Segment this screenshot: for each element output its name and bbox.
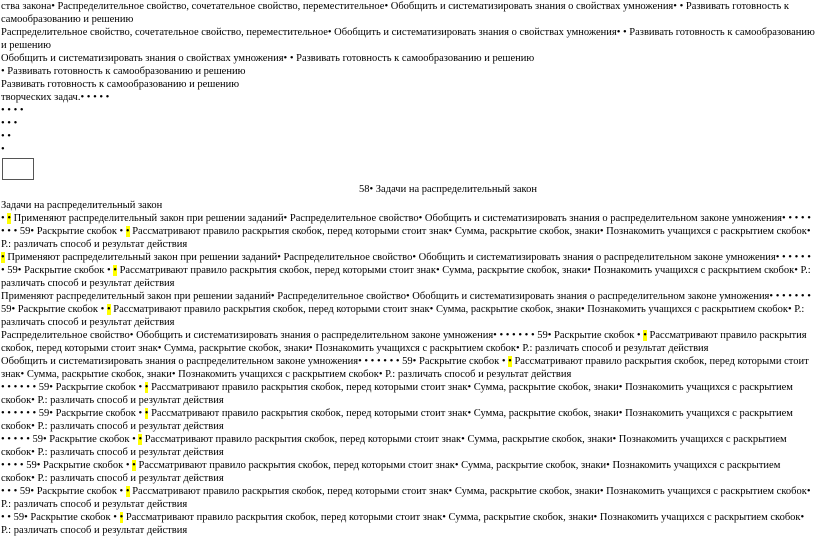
highlighted-bullet: • — [125, 486, 130, 497]
highlighted-bullet: • — [144, 408, 149, 419]
paragraph-text: Рассматривают правило раскрытия скобок, перед которыми стоит знак• Сумма, раскрытие скобок, знаки• Познакомить учащихся с раскрытием скобок• Р.: различать способ и результат действия — [1, 330, 807, 354]
paragraph-text: Рассматривают правило раскрытия скобок, перед которыми стоит знак• Сумма, раскрытие скобок, знаки• Познакомить учащихся с раскрытием скобок• Р.: различать способ и результат действия — [1, 382, 793, 406]
highlighted-bullet: • — [144, 382, 149, 393]
paragraph-text: Применяют распределительный закон при решении заданий• Распределительное свойство• Обобщить и систематизировать знания о распределительном законе умножения• • • • • • • • 59• Раскрытие скобок • — [1, 213, 811, 237]
paragraph-text: Рассматривают правило раскрытия скобок, перед которыми стоит знак• Сумма, раскрытие скобок, знаки• Познакомить учащихся с раскрытием скобок• Р.: различать способ и результат действия — [1, 265, 811, 289]
highlighted-bullet: • — [1, 252, 5, 263]
lesson-paragraph — [1, 290, 815, 329]
lesson-paragraph — [1, 459, 815, 485]
highlighted-bullet: • — [643, 330, 647, 341]
text-line: • • • • — [1, 105, 24, 116]
paragraph-text: Применяют распределительный закон при решении заданий• Распределительное свойство• Обобщить и систематизировать знания о распределительном законе умножения• • • • • • • 59• Раскрытие скобок • — [1, 252, 811, 276]
highlighted-bullet: • — [7, 213, 11, 224]
lesson-paragraph — [1, 381, 815, 407]
paragraph-text: Обобщить и систематизировать знания о распределительном законе умножения• • • • • • • 59• Раскрытие скобок • — [1, 356, 509, 367]
paragraph-text: Рассматривают правило раскрытия скобок, перед которыми стоит знак• Сумма, раскрытие скобок, знаки• Познакомить учащихся с раскрытием скобок• Р.: различать способ и результат действия — [1, 434, 787, 458]
paragraph-text: Рассматривают правило раскрытия скобок, перед которыми стоит знак• Сумма, раскрытие скобок, знаки• Познакомить учащихся с раскрытием скобок• Р.: различать способ и результат действия — [1, 486, 811, 510]
text-line: Развивать готовность к самообразованию и решению — [1, 79, 240, 90]
text-line: Обобщить и систематизировать знания о свойствах умножения• • Развивать готовность к самообразованию и решению — [1, 53, 535, 64]
lesson-paragraph — [1, 485, 815, 511]
text-line: творческих задач.• • • • • — [1, 92, 110, 103]
paragraph-text: • • • • 59• Раскрытие скобок • — [1, 460, 133, 471]
paragraph-text: Рассматривают правило раскрытия скобок, перед которыми стоит знак• Сумма, раскрытие скобок, знаки• Познакомить учащихся с раскрытием скобок• Р.: различать способ и результат действия — [1, 226, 811, 250]
lesson-paragraph — [1, 355, 815, 381]
highlighted-bullet: • — [508, 356, 512, 367]
paragraph-text: Применяют распределительный закон при решении заданий• Распределительное свойство• Обобщить и систематизировать знания о распределительном законе умножения• • • • • • • 59• Раскрытие скобок • — [1, 291, 811, 315]
highlighted-bullet: • — [119, 512, 124, 523]
text-line: • • • — [1, 118, 18, 129]
lesson-paragraph — [1, 433, 815, 459]
paragraph-text: Рассматривают правило раскрытия скобок, перед которыми стоит знак• Сумма, раскрытие скобок, знаки• Познакомить учащихся с раскрытием скобок• Р.: различать способ и результат действия — [1, 460, 781, 484]
highlighted-bullet: • — [113, 265, 117, 276]
text-line: • Развивать готовность к самообразованию и решению — [1, 66, 246, 77]
text-line: • • — [1, 131, 11, 142]
section-heading: Задачи на распределительный закон — [1, 200, 163, 211]
text-line: • — [1, 144, 5, 155]
paragraph-text: • • • 59• Раскрытие скобок • — [1, 486, 126, 497]
slide-title: 58• Задачи на распределительный закон — [359, 184, 537, 195]
paragraph-text: • • 59• Раскрытие скобок • — [1, 512, 120, 523]
lesson-paragraph — [1, 407, 815, 433]
lesson-blocks — [1, 212, 815, 537]
paragraph-text: Рассматривают правило раскрытия скобок, перед которыми стоит знак• Сумма, раскрытие скобок, знаки• Познакомить учащихся с раскрытием скобок• Р.: различать способ и результат действия — [1, 512, 805, 536]
highlighted-bullet: • — [106, 304, 111, 315]
paragraph-text: • • • • • • 59• Раскрытие скобок • — [1, 408, 145, 419]
lesson-paragraph — [1, 511, 815, 537]
paragraph-text: Рассматривают правило раскрытия скобок, перед которыми стоит знак• Сумма, раскрытие скобок, знаки• Познакомить учащихся с раскрытием скобок• Р.: различать способ и результат действия — [1, 408, 793, 432]
paragraph-text: • — [1, 213, 8, 224]
paragraph-text: Рассматривают правило раскрытия скобок, перед которыми стоит знак• Сумма, раскрытие скобок, знаки• Познакомить учащихся с раскрытием скобок• Р.: различать способ и результат действия — [1, 304, 805, 328]
paragraph-text: Распределительное свойство• Обобщить и систематизировать знания о распределительном законе умножения• • • • • • • 59• Раскрытие скобок • — [1, 330, 644, 341]
lesson-paragraph — [1, 251, 815, 290]
lesson-paragraph — [1, 212, 815, 251]
paragraph-text: • • • • • 59• Раскрытие скобок • — [1, 434, 139, 445]
paragraph-text: • • • • • • 59• Раскрытие скобок • — [1, 382, 145, 393]
empty-frame — [2, 158, 34, 180]
text-line: ства закона• Распределительное свойство, сочетательное свойство, переместительное• Обобщить и систематизировать знания о свойствах умножения• • Развивать готовность к самообразованию и решению — [1, 1, 790, 25]
text-line: Распределительное свойство, сочетательное свойство, переместительное• Обобщить и систематизировать знания о свойствах умножения• • Развивать готовность к самообразованию и решению — [1, 27, 815, 51]
highlighted-bullet: • — [132, 460, 136, 471]
highlighted-bullet: • — [138, 434, 143, 445]
lesson-paragraph — [1, 329, 815, 355]
highlighted-bullet: • — [125, 226, 130, 237]
paragraph-text: Рассматривают правило раскрытия скобок, перед которыми стоит знак• Сумма, раскрытие скобок, знаки• Познакомить учащихся с раскрытием скобок• Р.: различать способ и результат действия — [1, 356, 809, 380]
